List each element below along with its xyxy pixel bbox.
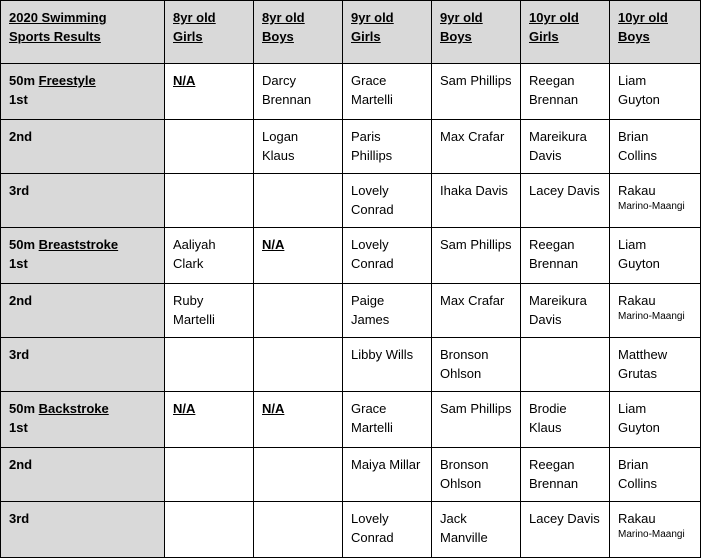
event-stroke: Backstroke — [38, 401, 109, 416]
col-header-line2: Girls — [529, 29, 559, 44]
swimmer-name: Lovely — [351, 511, 389, 526]
result-cell — [521, 448, 610, 502]
swimmer-surname: Marino-Maangi — [618, 311, 685, 322]
table-row — [1, 174, 701, 228]
col-header-line1: 10yr old — [529, 10, 579, 25]
result-cell — [343, 448, 432, 502]
result-cell — [254, 174, 343, 228]
result-cell — [254, 64, 343, 120]
swimmer-name: Max Crafar — [440, 129, 505, 144]
col-header-line1: 9yr old — [440, 10, 483, 25]
result-cell — [610, 120, 701, 174]
place-label: 2nd — [9, 457, 33, 472]
table-row — [1, 448, 701, 502]
swimmer-name: Logan Klaus — [262, 129, 299, 163]
swimmer-name: Conrad — [351, 202, 394, 217]
result-cell — [165, 502, 254, 558]
header-row — [1, 1, 701, 64]
swimmer-name: Rakau — [618, 511, 656, 526]
result-cell — [343, 174, 432, 228]
result-cell — [343, 120, 432, 174]
swimmer-name: Martelli — [351, 92, 393, 107]
event-distance: 50m — [9, 73, 39, 88]
row-header — [1, 502, 165, 558]
swimmer-name: Guyton — [618, 420, 660, 435]
result-cell — [432, 64, 521, 120]
table-row — [1, 64, 701, 120]
swimmer-name: Martelli — [173, 312, 215, 327]
col-header-line1: 10yr old — [618, 10, 668, 25]
swimmer-surname: Marino-Maangi — [618, 201, 685, 212]
place-label: 3rd — [9, 183, 30, 198]
row-header — [1, 338, 165, 392]
swimmer-name: Max Crafar — [440, 293, 505, 308]
not-applicable-label: N/A — [262, 237, 285, 252]
result-cell — [254, 284, 343, 338]
result-cell — [165, 228, 254, 284]
result-cell — [165, 284, 254, 338]
swimmer-name: Lovely — [351, 183, 389, 198]
swimmer-name: Ihaka Davis — [440, 183, 508, 198]
result-cell — [343, 392, 432, 448]
table-row — [1, 228, 701, 284]
row-header — [1, 228, 165, 284]
swimmer-name: Paris — [351, 129, 381, 144]
result-cell — [343, 284, 432, 338]
place-label: 3rd — [9, 511, 30, 526]
result-cell — [165, 174, 254, 228]
not-applicable-label: N/A — [262, 401, 285, 416]
result-cell — [432, 174, 521, 228]
event-name — [9, 71, 156, 90]
col-header-8-girls — [165, 1, 254, 64]
event-name — [9, 235, 156, 254]
result-cell — [254, 228, 343, 284]
col-header-line2: Girls — [351, 29, 381, 44]
place-label: 2nd — [9, 293, 33, 308]
result-cell — [343, 228, 432, 284]
swimmer-name: Brennan — [262, 92, 312, 107]
swimmer-name: Davis — [529, 312, 562, 327]
result-cell — [165, 392, 254, 448]
swimmer-name: Ruby — [173, 293, 204, 308]
col-header-line1: 8yr old — [262, 10, 305, 25]
table-row — [1, 284, 701, 338]
place-label: 2nd — [9, 129, 33, 144]
result-cell — [432, 120, 521, 174]
result-cell — [610, 338, 701, 392]
result-cell — [165, 448, 254, 502]
event-name — [9, 399, 156, 418]
event-distance: 50m — [9, 237, 39, 252]
swimmer-name: Lacey Davis — [529, 183, 600, 198]
swimmer-name: Clark — [173, 256, 204, 271]
col-header-line2: Boys — [262, 29, 294, 44]
swimmer-name: Ohlson — [440, 476, 482, 491]
result-cell — [432, 502, 521, 558]
result-cell — [343, 338, 432, 392]
swimmer-name: Darcy — [262, 73, 296, 88]
swimmer-name: James — [351, 312, 390, 327]
swimmer-name: Grutas — [618, 366, 658, 381]
result-cell — [521, 120, 610, 174]
swimmer-name: Sam Phillips — [440, 237, 512, 252]
row-header — [1, 284, 165, 338]
swimmer-name: Sam Phillips — [440, 73, 512, 88]
swimmer-name: Manville — [440, 530, 488, 545]
title-line-2: Sports Results — [9, 29, 101, 44]
swimmer-name: Martelli — [351, 420, 393, 435]
col-header-line2: Girls — [173, 29, 203, 44]
result-cell — [432, 228, 521, 284]
swimmer-name: Sam Phillips — [440, 401, 512, 416]
col-header-line1: 8yr old — [173, 10, 216, 25]
result-cell — [521, 502, 610, 558]
col-header-line1: 9yr old — [351, 10, 394, 25]
table-row — [1, 338, 701, 392]
swimmer-name: Lovely — [351, 237, 389, 252]
result-cell — [432, 284, 521, 338]
swimmer-name: Rakau — [618, 183, 656, 198]
result-cell — [343, 502, 432, 558]
result-cell — [521, 392, 610, 448]
event-stroke: Breaststroke — [38, 237, 119, 252]
result-cell — [254, 338, 343, 392]
swimmer-name: Reegan — [529, 457, 575, 472]
result-cell — [165, 120, 254, 174]
swimmer-surname: Marino-Maangi — [618, 529, 685, 540]
row-header — [1, 392, 165, 448]
swimmer-name: Mareikura — [529, 129, 587, 144]
table-title — [1, 1, 165, 64]
swimmer-name: Guyton — [618, 92, 660, 107]
swimmer-name: Liam — [618, 401, 647, 416]
result-cell — [254, 392, 343, 448]
result-cell — [521, 284, 610, 338]
swimmer-name: Lacey Davis — [529, 511, 600, 526]
swimmer-name: Brennan — [529, 92, 579, 107]
result-cell — [610, 64, 701, 120]
swimmer-name: Collins — [618, 476, 658, 491]
row-header — [1, 448, 165, 502]
result-cell — [343, 64, 432, 120]
col-header-line2: Boys — [440, 29, 472, 44]
swimmer-name: Brennan — [529, 256, 579, 271]
swimmer-name: Matthew — [618, 347, 668, 362]
swimmer-name: Bronson — [440, 347, 489, 362]
row-header — [1, 120, 165, 174]
result-cell — [254, 502, 343, 558]
title-line-1: 2020 Swimming — [9, 10, 107, 25]
table-row — [1, 502, 701, 558]
swimmer-name: Paige — [351, 293, 385, 308]
row-header — [1, 64, 165, 120]
swimmer-name: Ohlson — [440, 366, 482, 381]
col-header-9-girls — [343, 1, 432, 64]
result-cell — [165, 338, 254, 392]
event-distance: 50m — [9, 401, 39, 416]
not-applicable-label: N/A — [173, 73, 196, 88]
swimmer-name: Brian — [618, 457, 649, 472]
result-cell — [521, 174, 610, 228]
place-label: 1st — [9, 256, 28, 271]
row-header — [1, 174, 165, 228]
not-applicable-label: N/A — [173, 401, 196, 416]
swimmer-name: Grace — [351, 401, 387, 416]
swimmer-name: Brian — [618, 129, 649, 144]
result-cell — [521, 228, 610, 284]
swimmer-name: Phillips — [351, 148, 393, 163]
result-cell — [254, 120, 343, 174]
col-header-10-boys — [610, 1, 701, 64]
col-header-10-girls — [521, 1, 610, 64]
result-cell — [610, 392, 701, 448]
swimmer-name: Liam — [618, 237, 647, 252]
swimmer-name: Conrad — [351, 530, 394, 545]
swimmer-name: Libby Wills — [351, 347, 414, 362]
swimmer-name: Reegan — [529, 237, 575, 252]
result-cell — [521, 338, 610, 392]
result-cell — [610, 174, 701, 228]
place-label: 1st — [9, 92, 28, 107]
result-cell — [432, 338, 521, 392]
swimmer-name: Conrad — [351, 256, 394, 271]
result-cell — [432, 392, 521, 448]
event-stroke: Freestyle — [38, 73, 96, 88]
swimmer-name: Grace — [351, 73, 387, 88]
swimmer-name: Maiya Millar — [351, 457, 421, 472]
place-label: 3rd — [9, 347, 30, 362]
swimmer-name: Brennan — [529, 476, 579, 491]
result-cell — [432, 448, 521, 502]
swimmer-name: Davis — [529, 148, 562, 163]
result-cell — [610, 448, 701, 502]
col-header-line2: Boys — [618, 29, 650, 44]
result-cell — [165, 64, 254, 120]
swimmer-name: Aaliyah — [173, 237, 216, 252]
result-cell — [521, 64, 610, 120]
swimmer-name: Mareikura — [529, 293, 587, 308]
col-header-9-boys — [432, 1, 521, 64]
swimmer-name: Rakau — [618, 293, 656, 308]
swimmer-name: Collins — [618, 148, 658, 163]
swimmer-name: Jack — [440, 511, 467, 526]
result-cell — [610, 502, 701, 558]
swimmer-name: Brodie — [529, 401, 567, 416]
result-cell — [254, 448, 343, 502]
table-row — [1, 392, 701, 448]
place-label: 1st — [9, 420, 28, 435]
col-header-8-boys — [254, 1, 343, 64]
table-row — [1, 120, 701, 174]
swimmer-name: Klaus — [529, 420, 562, 435]
result-cell — [610, 284, 701, 338]
swimmer-name: Reegan — [529, 73, 575, 88]
swimmer-name: Bronson — [440, 457, 489, 472]
result-cell — [610, 228, 701, 284]
swimmer-name: Liam — [618, 73, 647, 88]
swimmer-name: Guyton — [618, 256, 660, 271]
